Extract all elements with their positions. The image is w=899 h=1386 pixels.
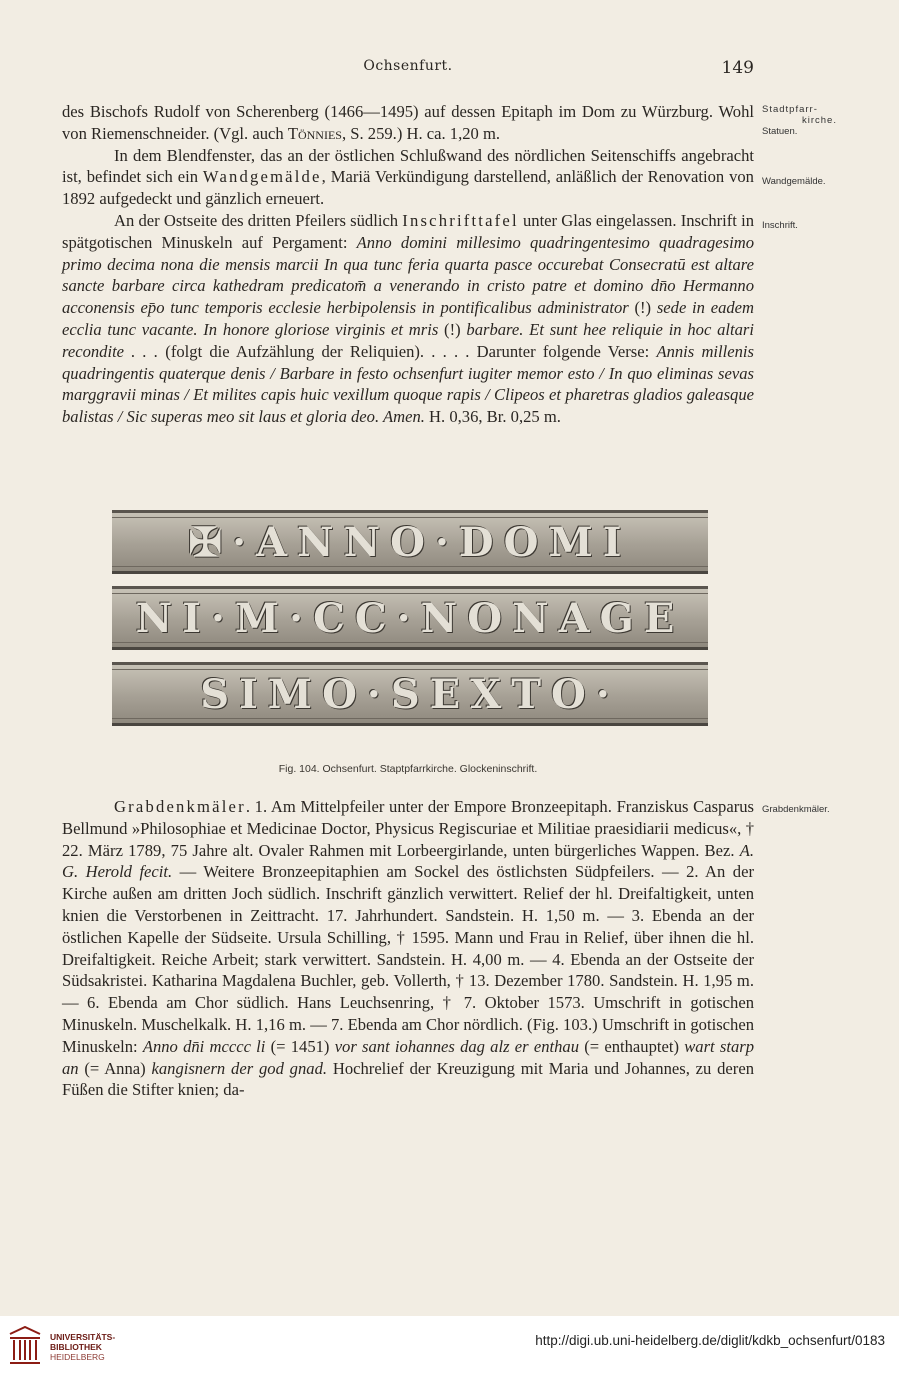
permalink-url[interactable]: http://digi.ub.uni-heidelberg.de/diglit/kdkb_ochsenfurt/0183: [535, 1333, 885, 1348]
bell-inscription-figure: [112, 506, 708, 728]
page-header: [62, 58, 754, 84]
figure-caption: Fig. 104. Ochsenfurt. Staptpfarrkirche. Glockeninschrift.: [278, 763, 538, 775]
inscription-band-1: ✠·ANNO·DOMI: [112, 510, 708, 574]
viewer-footer: [0, 1316, 899, 1386]
library-name[interactable]: UNIVERSITÄTS- BIBLIOTHEK HEIDELBERG: [50, 1332, 116, 1362]
inscription-band-2: NI·M·CC·NONAGE: [112, 586, 708, 650]
running-head: Ochsenfurt.: [363, 58, 453, 74]
margin-note-grabdenkmaeler: Grabdenkmäler.: [762, 804, 830, 815]
paragraph-grabdenkmaeler: Grabdenkmäler. 1. Am Mittelpfeiler unter der Empore Bronzeepitaph. Franziskus Casparus Bellmund »Philosophiae et Medicinae Doctor, Physicus Regiscuriae et Militiae praesidiarii medicus«, † 22. März 1789, 75 Jahre alt. Ovaler Rahmen mit Lorbeergirlande, unten bürgerliches Wappen. Bez. A. G. Herold fecit. — Weitere Bronzeepitaphien am Sockel des östlichsten Südpfeilers. — 2. An der Kirche außen am dritten Joch südlich. Inschrift gänzlich verwittert. Relief der hl. Dreifaltigkeit, unten knien die Verstorbenen in Zeittracht. 17. Jahrhundert. Sandstein. H. 1,50 m. — 3. Ebenda an der östlichen Kapelle der Südseite. Ursula Schilling, † 1595. Mann und Frau in Relief, über ihnen die hl. Dreifaltigkeit. Reiche Arbeit; stark verwittert. Sandstein. H. 4,00 m. — 4. Ebenda an der Ostseite der Südsakristei. Katharina Magdalena Buchler, geb. Vollerth, † 13. Dezember 1780. Sandstein. H. 1,95 m. — 6. Ebenda am Chor südlich. Hans Leuchsenring, † 7. Oktober 1573. Umschrift in gotischen Minuskeln. Muschelkalk. H. 1,16 m. — 7. Ebenda am Chor nördlich. (Fig. 103.) Umschrift in gotischen Minuskeln: Anno dn̄i mcccc li (= 1451) vor sant iohannes dag alz er enthau (= enthauptet) wart starp an (= Anna) kangisnern der god gnad. Hochrelief der Kreuzigung mit Maria und Johannes, zu deren Füßen die Stifter knien; da-: [62, 797, 754, 1100]
paragraph-wandgemaelde: In dem Blendfenster, das an der östlichen Schlußwand des nördlichen Seitenschiffs angebracht ist, befindet sich ein Wandgemälde, Mariä Verkündigung darstellend, anläßlich der Renovation von 1892 aufgedeckt und gänzlich erneuert.: [62, 145, 754, 209]
university-library-logo-icon[interactable]: [8, 1326, 42, 1366]
margin-note-stadtpfarrkirche: Stadtpfarr- kirche. Statuen.: [762, 104, 837, 137]
margin-note-wandgemaelde: Wandgemälde.: [762, 176, 826, 187]
bottom-text-block: [62, 796, 754, 1101]
inscription-band-3: SIMO·SEXTO·: [112, 662, 708, 726]
paragraph-inschrift: An der Ostseite des dritten Pfeilers südlich Inschrifttafel unter Glas eingelassen. Inschrift in spätgotischen Minuskeln auf Pergament: Anno domini millesimo quadringentesimo quadragesimo primo decima nona die mensis marcii In qua tunc feria quarta pasce occurebat Consecratū est altare sancte barbare circa kathedram predicatom̄ a venerando in cristo patre et domino dn̄o Hermanno acconensis ep̄o tunc temporis ecclesie herbipolensis in pontificalibus administrator (!) sede in eadem ecclia tunc vacante. In honore gloriose virginis et mris (!) barbare. Et sunt hee reliquie in hoc altari recondite . . . (folgt die Aufzählung der Reliquien). . . . . Darunter folgende Verse: Annis millenis quadringentis quaterque denis / Barbare in festo ochsenfurt iugiter memor esto / In quo eliminas sevas marggravii minas / Et milites capis huic vexillum quoque rapis / Clipeos et pharetras gladios galeasque balistas / Sic superas meo sit laus et gloria deo. Amen. H. 0,36, Br. 0,25 m.: [62, 210, 755, 427]
margin-note-inschrift: Inschrift.: [762, 220, 798, 231]
paragraph-statuen: des Bischofs Rudolf von Scherenberg (1466—1495) auf dessen Epitaph im Dom zu Würzburg. Wohl von Riemenschneider. (Vgl. auch Tönnies, S. 259.) H. ca. 1,20 m.: [62, 102, 754, 143]
page-number: 149: [721, 58, 754, 78]
top-text-block: [62, 101, 754, 428]
